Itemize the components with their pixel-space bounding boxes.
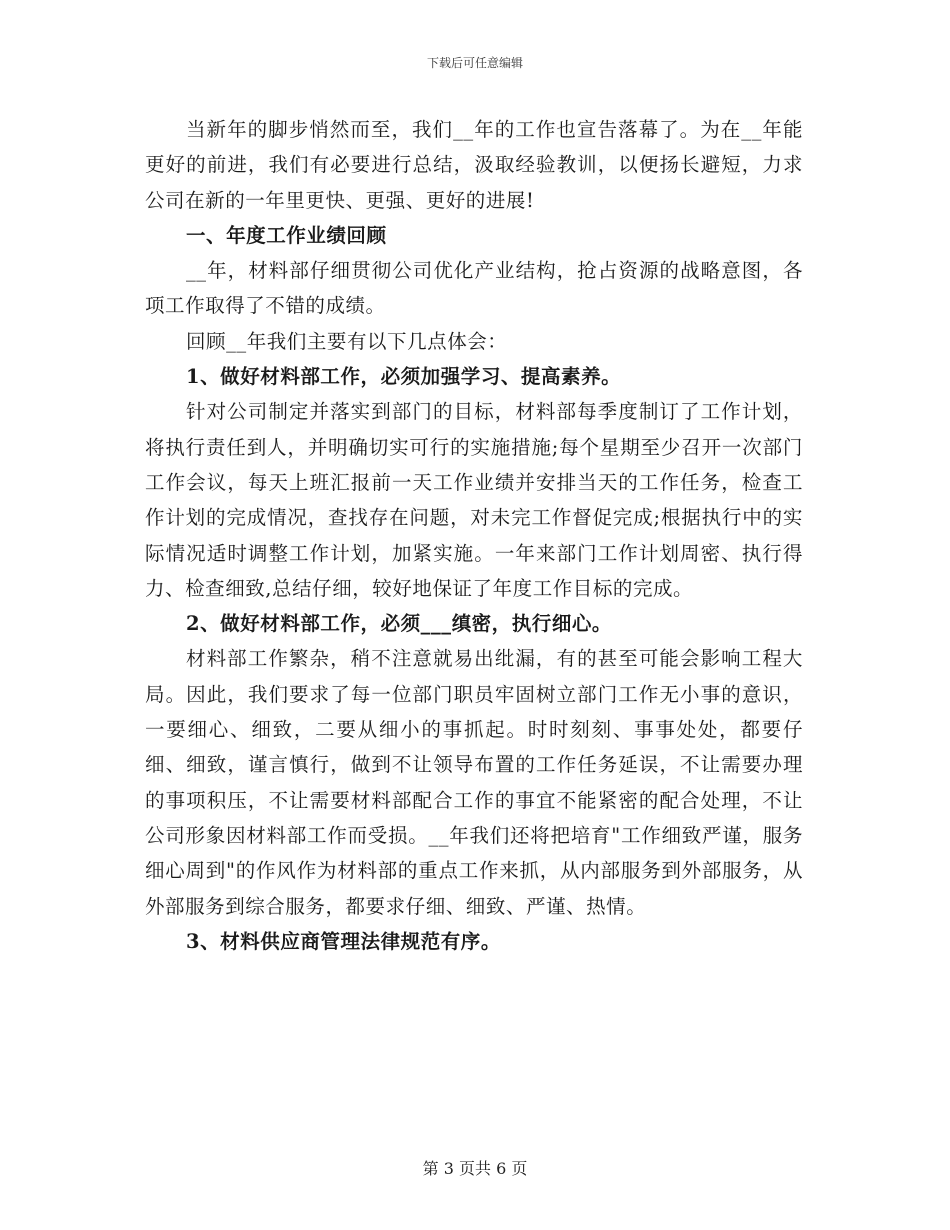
paragraph-point-1: 针对公司制定并落实到部门的目标，材料部每季度制订了工作计划，将执行责任到人，并明确切实可行的实施措施;每个星期至少召开一次部门工作会议，每天上班汇报前一天工作业绩并安排当天的工作任务，检查工作计划的完成情况，查找存在问题，对未完工作督促完成;根据执行中的实际情况适时调整工作计划，加紧实施。一年来部门工作计划周密、执行得力、检查细致,总结仔细，较好地保证了年度工作目标的完成。 <box>145 400 803 600</box>
page-header: 下载后可任意编辑 <box>426 56 523 70</box>
heading-point-2: 2、做好材料部工作，必须___缜密，执行细心。 <box>186 612 612 636</box>
document-body <box>145 112 803 959</box>
heading-annual-review: 一、年度工作业绩回顾 <box>186 223 387 247</box>
page-footer: 第 3 页共 6 页 <box>422 1159 528 1178</box>
paragraph-achievements: __年，材料部仔细贯彻公司优化产业结构，抢占资源的战略意图，各项工作取得了不错的成绩。 <box>145 259 803 318</box>
paragraph-point-2: 材料部工作繁杂，稍不注意就易出纰漏，有的甚至可能会影响工程大局。因此，我们要求了每一位部门职员牢固树立部门工作无小事的意识，一要细心、细致，二要从细小的事抓起。时时刻刻、事事处处，都要仔细、细致，谨言慎行，做到不让领导布置的工作任务延误，不让需要办理的事项积压，不让需要材料部配合工作的事宜不能紧密的配合处理，不让公司形象因材料部工作而受损。__年我们还将把培育"工作细致严谨，服务细心周到"的作风作为材料部的重点工作来抓，从内部服务到外部服务，从外部服务到综合服务，都要求仔细、细致、严谨、热情。 <box>145 647 803 918</box>
heading-point-1: 1、做好材料部工作，必须加强学习、提高素养。 <box>186 365 622 389</box>
paragraph-intro: 当新年的脚步悄然而至，我们__年的工作也宣告落幕了。为在__年能更好的前进，我们有必要进行总结，汲取经验教训，以便扬长避短，力求公司在新的一年里更快、更强、更好的进展! <box>145 118 803 212</box>
paragraph-review-intro: 回顾__年我们主要有以下几点体会： <box>186 329 508 353</box>
heading-point-3: 3、材料供应商管理法律规范有序。 <box>186 929 501 953</box>
